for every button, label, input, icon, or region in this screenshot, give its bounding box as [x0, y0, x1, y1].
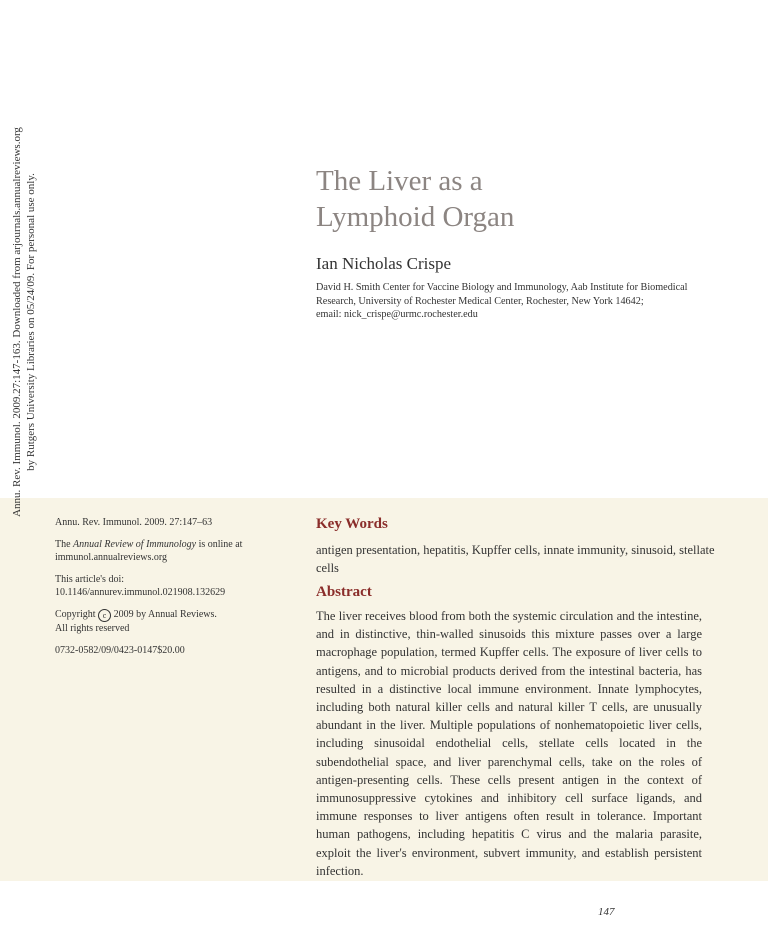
- keywords-heading: Key Words: [316, 516, 388, 532]
- article-title: [316, 163, 736, 235]
- affiliation: [316, 281, 726, 322]
- copyright-block: [55, 608, 285, 635]
- download-notice-line2: by Rutgers University Libraries on 05/24/09. For personal use only.: [25, 173, 37, 471]
- title-line-1: The Liver as a: [316, 165, 483, 197]
- doi-block: [55, 573, 285, 599]
- affiliation-text: David H. Smith Center for Vaccine Biology and Immunology, Aab Institute for Biomedical Research, University of Rochester Medical Center, Rochester, New York 14642;: [316, 282, 688, 307]
- copyright-post: 2009 by Annual Reviews.: [111, 609, 217, 620]
- journal-url[interactable]: immunol.annualreviews.org: [55, 552, 168, 563]
- author-name: Ian Nicholas Crispe: [316, 254, 452, 273]
- journal-citation: Annu. Rev. Immunol. 2009. 27:147–63: [55, 517, 213, 528]
- copyright-pre: Copyright: [55, 609, 99, 620]
- online-note-pre: The: [55, 539, 74, 550]
- issn-code: 0732-0582/09/0423-0147$20.00: [55, 645, 185, 656]
- author-email[interactable]: email: nick_crispe@urmc.rochester.edu: [316, 309, 478, 320]
- online-note: [55, 538, 285, 564]
- download-notice-line1: Annu. Rev. Immunol. 2009.27:147-163. Downloaded from arjournals.annualreviews.org: [11, 127, 23, 517]
- online-note-post: is online at: [196, 539, 243, 550]
- page-number: 147: [598, 906, 615, 918]
- journal-name: Annual Review of Immunology: [73, 539, 197, 550]
- doi-label: This article's doi:: [55, 574, 125, 585]
- copyright-symbol: c: [98, 609, 111, 622]
- rights-statement: All rights reserved: [55, 623, 130, 634]
- citation-column: [55, 516, 285, 666]
- abstract-text: The liver receives blood from both the systemic circulation and the intestine, and in distinctive, thin-walled sinusoids this mixture passes over a large macrophage population, termed Kupffer cells. The exposure of liver cells to antigens, and to microbial products derived from the intestinal bacteria, has resulted in a distinctive local immune environment. Innate lymphocytes, including both natural killer cells and natural killer T cells, are unusually abundant in the liver. Multiple populations of nonhematopoietic liver cells, including sinusoidal endothelial cells, stellate cells located in the subendothelial space, and liver parenchymal cells, take on the roles of antigen-presenting cells. These cells present antigen in the context of immunosuppressive cytokines and inhibitory cell surface ligands, and immune responses to liver antigens often result in tolerance. Important human pathogens, including hepatitis C virus and the malaria parasite, exploit the liver's environment, subvert immunity, and establish persistent infection.: [316, 609, 702, 878]
- abstract-heading: Abstract: [316, 584, 372, 600]
- doi-value[interactable]: 10.1146/annurev.immunol.021908.132629: [55, 587, 226, 598]
- title-line-2: Lymphoid Organ: [316, 201, 515, 233]
- keywords-text: antigen presentation, hepatitis, Kupffer cells, innate immunity, sinusoid, stellate cells: [316, 543, 715, 575]
